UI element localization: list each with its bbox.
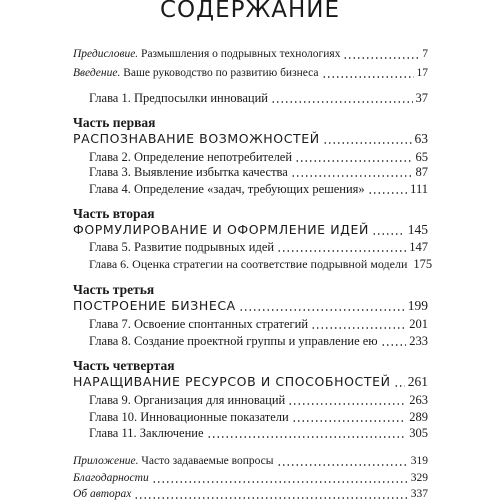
toc-entry-chapter-9[interactable] xyxy=(89,392,428,408)
entry-label: Глава 8. Создание проектной группы и управление ею xyxy=(89,334,378,348)
entry-text: Размышления о подрывных технологиях xyxy=(138,48,341,60)
entry-label: Благодарности xyxy=(73,472,149,484)
page-number: 147 xyxy=(409,240,428,254)
entry-label xyxy=(73,65,319,81)
toc-entry-chapter-8[interactable] xyxy=(89,333,428,349)
dot-leader xyxy=(277,464,408,466)
toc-entry-chapter-4[interactable] xyxy=(89,181,428,197)
part-label-1: Часть первая xyxy=(73,115,156,130)
part-title: РАСПОЗНАВАНИЕ ВОЗМОЖНОСТЕЙ xyxy=(73,131,320,146)
dot-leader xyxy=(343,57,419,59)
part-title: ПОСТРОЕНИЕ БИЗНЕСА xyxy=(73,298,236,313)
page-number: 87 xyxy=(415,165,428,179)
page-number: 337 xyxy=(410,488,428,500)
dot-leader xyxy=(368,192,407,194)
entry-label xyxy=(73,46,340,62)
page-number: 111 xyxy=(410,182,428,196)
entry-label: Глава 10. Инновационные показатели xyxy=(89,410,289,424)
page-number: 65 xyxy=(415,150,428,164)
entry-label: Глава 11. Заключение xyxy=(89,426,204,440)
toc-entry-chapter-5[interactable] xyxy=(89,239,428,255)
dot-leader xyxy=(288,403,406,405)
dot-leader xyxy=(291,175,413,177)
entry-label xyxy=(73,453,274,469)
page-number: 201 xyxy=(409,317,428,331)
toc-entry-part-3[interactable] xyxy=(73,298,428,314)
entry-label: Глава 9. Организация для инноваций xyxy=(89,393,286,407)
entry-label: Глава 2. Определение непотребителей xyxy=(89,150,293,164)
dot-leader xyxy=(292,420,407,422)
dot-leader xyxy=(322,76,414,78)
dot-leader xyxy=(372,233,405,235)
page-number: 289 xyxy=(409,410,428,424)
toc-entry-chapter-2[interactable] xyxy=(89,149,428,165)
toc-entry-appendix[interactable] xyxy=(73,453,428,469)
toc-entry-part-1[interactable] xyxy=(73,131,428,147)
entry-label: Глава 5. Развитие подрывных идей xyxy=(89,240,275,254)
dot-leader xyxy=(295,160,412,162)
dot-leader xyxy=(207,436,407,438)
part-title: НАРАЩИВАНИЕ РЕСУРСОВ И СПОСОБНОСТЕЙ xyxy=(73,374,391,389)
entry-label: Глава 1. Предпосылки инноваций xyxy=(89,91,268,105)
toc-entry-chapter-1[interactable] xyxy=(89,90,428,106)
dot-leader xyxy=(311,327,406,329)
page-number: 305 xyxy=(409,426,428,440)
toc-entry-preface[interactable] xyxy=(73,46,428,62)
page-number: 145 xyxy=(407,222,428,237)
dot-leader xyxy=(323,142,412,144)
entry-text: Часто задаваемые вопросы xyxy=(138,455,274,467)
toc-entry-chapter-7[interactable] xyxy=(89,316,428,332)
toc-entry-introduction[interactable] xyxy=(73,65,428,81)
toc-entry-chapter-11[interactable] xyxy=(89,425,428,441)
entry-text: Ваше руководство по развитию бизнеса xyxy=(120,67,319,79)
entry-prefix: Приложение. xyxy=(73,455,139,467)
page-number: 37 xyxy=(415,91,428,105)
part-title: ФОРМУЛИРОВАНИЕ И ОФОРМЛЕНИЕ ИДЕЙ xyxy=(73,222,369,237)
entry-label: Глава 3. Выявление избытка качества xyxy=(89,165,288,179)
page-number: 261 xyxy=(407,374,428,389)
dot-leader xyxy=(271,101,413,103)
part-label-4: Часть четвертая xyxy=(73,358,175,373)
part-label-2: Часть вторая xyxy=(73,206,155,221)
entry-prefix: Предисловие. xyxy=(73,48,139,60)
page-number: 329 xyxy=(410,472,428,484)
toc-entry-acknowledgements[interactable] xyxy=(73,470,428,486)
entry-label: Глава 7. Освоение спонтанных стратегий xyxy=(89,317,309,331)
part-label-3: Часть третья xyxy=(73,282,155,297)
toc-entry-part-2[interactable] xyxy=(73,222,428,238)
dot-leader xyxy=(152,481,408,483)
page-number: 63 xyxy=(414,131,428,146)
entry-label: Глава 6. Оценка стратегии на соответствие подрывной модели xyxy=(89,257,408,271)
entry-label: Об авторах xyxy=(73,488,132,500)
dot-leader xyxy=(134,497,407,499)
toc-entry-chapter-3[interactable] xyxy=(89,164,428,180)
toc-entry-chapter-6[interactable] xyxy=(89,256,433,272)
page-number: 199 xyxy=(407,298,428,313)
page-title: СОДЕРЖАНИЕ xyxy=(159,0,341,23)
toc-entry-chapter-10[interactable] xyxy=(89,409,428,425)
page-number: 17 xyxy=(416,67,428,79)
entry-label: Глава 4. Определение «задач, требующих решения» xyxy=(89,182,365,196)
page-number: 233 xyxy=(409,334,428,348)
toc-entry-part-4[interactable] xyxy=(73,374,428,390)
dot-leader xyxy=(394,385,405,387)
page-number: 175 xyxy=(413,257,433,271)
page-number: 319 xyxy=(410,455,428,467)
page-number: 263 xyxy=(409,393,428,407)
dot-leader xyxy=(381,344,407,346)
dot-leader xyxy=(277,250,406,252)
dot-leader xyxy=(239,309,405,311)
entry-prefix: Введение. xyxy=(73,67,121,79)
page-number: 7 xyxy=(422,48,428,60)
